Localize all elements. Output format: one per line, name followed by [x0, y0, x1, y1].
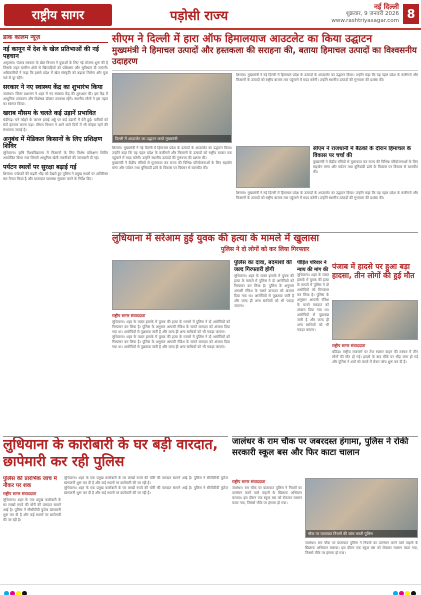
ludhiana-body-2: लुधियाना। शहर के व्यस्त इलाके में युवक की हत्या के मामले में पुलिस ने दो आरोपियों को गिरफ्तार कर लिया है। पुलिस के अनुसार आपसी रंजिश के चलते वारदात को अंजाम दिया गया था। आरोपियों से पूछताछ जारी है और जल्द ही अन्य साथियों को भी पकड़ा जाएगा।	[112, 335, 230, 349]
briefs-kicker: डाक कालम न्यूज़	[3, 33, 108, 43]
dateline	[309, 4, 399, 25]
bottom-right-text-2	[305, 541, 418, 582]
lead-subhead: मुख्यमंत्री ने हिमाचल उत्पादों और हस्तकला की सराहना की, बताया हिमाचल उत्पादों का विश्वसनीय उदाहरण	[112, 46, 417, 67]
punjab-byline: राष्ट्रीय सागर संवाददाता	[332, 343, 366, 348]
bottom-right-body: जालंधर। राम चौक पर यातायात पुलिस ने नियमों का उल्लंघन करने वाले वाहनों के खिलाफ अभियान चलाया। इस दौरान एक स्कूल बस को रोककर चालान काटा गया, जिससे मौके पर हंगामा हो गया।	[232, 486, 302, 505]
dateline-date: शुक्रवार, 9 जनवरी 2026	[345, 11, 399, 17]
bottom-left-columns	[64, 476, 228, 582]
bottom-left-story-header	[3, 436, 228, 474]
brief-title: नई कानून में देश के खेल प्रतिभाओं की नई पहचान	[3, 46, 99, 60]
lead-body-text-3: मुख्यमंत्री ने केंद्रीय मंत्रियों से मुलाकात कर राज्य की विभिन्न परियोजनाओं के लिए सहयोग मांगा और पर्यटन तथा बुनियादी ढांचे के विकास पर विस्तार से बातचीत की।	[112, 161, 232, 170]
side-headline: सीएम ने राजधानी में बैठकों के दौरान हिमाचल के विकास पर चर्चा की	[313, 146, 411, 159]
page-number: 8	[403, 4, 419, 24]
punjab-headline: पंजाब में हादसे पर हुआ बड़ा हादसा, तीन लोगों की हुई मौत	[332, 262, 415, 280]
brief-title: खराब मौसम के चलते कई उड़ानें प्रभावित	[3, 110, 96, 117]
brief-body: लुधियाना। कृषि विश्वविद्यालय में किसानों के लिए विशेष प्रशिक्षण शिविर आयोजित किया गया जिसमें आधुनिक खेती तकनीकों की जानकारी दी गई।	[3, 151, 108, 160]
left-news-column	[3, 33, 108, 433]
brief-body: अमृतसर। पंजाब सरकार के खेल विभाग ने युवाओं के लिए नई योजना शुरू की है जिसके तहत ग्रामीण क्षेत्रों से खिलाड़ियों को प्रशिक्षण और सुविधाएं दी जाएंगी। अधिकारियों ने कहा कि इससे प्रदेश में खेल संस्कृति को बढ़ावा मिलेगा और युवा नशे से दूर रहेंगे।	[3, 61, 108, 80]
ludhiana-subhead: पुलिस ने दो लोगों को कर लिया गिरफ्तार	[220, 246, 310, 253]
side-body: मुख्यमंत्री ने केंद्रीय मंत्रियों से मुलाकात कर राज्य की विभिन्न परियोजनाओं के लिए सहयोग मांगा और पर्यटन तथा बुनियादी ढांचे के विकास पर विस्तार से बातचीत की।	[313, 160, 418, 174]
lead-body-continued	[112, 146, 232, 230]
ludhiana-story-header	[112, 232, 418, 258]
lead-photo	[112, 73, 232, 143]
brief-item	[3, 136, 108, 161]
website-url: www.rashtriyasagar.com	[331, 18, 399, 24]
ludhiana-body: लुधियाना। शहर के व्यस्त इलाके में युवक की हत्या के मामले में पुलिस ने दो आरोपियों को गिरफ्तार कर लिया है। पुलिस के अनुसार आपसी रंजिश के चलते वारदात को अंजाम दिया गया था। आरोपियों से पूछताछ जारी है और जल्द ही अन्य साथियों को भी पकड़ा जाएगा।	[112, 320, 230, 334]
brief-body: शिमला। पर्यटकों की बढ़ती भीड़ को देखते हुए पुलिस ने प्रमुख स्थलों पर अतिरिक्त बल तैनात किया है और यातायात व्यवस्था सुचारू करने के निर्देश दिए।	[3, 172, 108, 181]
brief-item	[3, 164, 108, 182]
bottom-left-sidebar	[3, 476, 61, 582]
ludhiana-headline: लुधियाना में सरेआम हुई युवक की हत्या के मामले में खुलासा	[112, 233, 320, 244]
ludhiana-box-head: पुलिस का दावा, बदमाशों की जल्द गिरफ्तारी होगी	[234, 260, 292, 273]
page-footer	[0, 584, 421, 595]
bottom-right-text	[232, 478, 302, 582]
lead-story-header	[112, 33, 418, 71]
bottom-left-headline: लुधियाना के कारोबारी के घर बड़ी वारदात, छापेमारी कर रही पुलिस	[3, 437, 218, 470]
bottom-left-body-2: लुधियाना। शहर के एक प्रमुख कारोबारी के घर लाखों रुपये की चोरी की वारदात सामने आई है। पुलिस ने सीसीटीवी फुटेज खंगालनी शुरू कर दी है और कई स्थानों पर छापेमारी की जा रही है।	[64, 476, 228, 485]
brief-body: जालंधर। जिला प्रशासन ने शहर में नए स्वास्थ्य केंद्र की शुरुआत की। इस केंद्र में आधुनिक उपकरण और विशेषज्ञ डॉक्टर उपलब्ध रहेंगे। स्थानीय लोगों ने इस पहल का स्वागत किया।	[3, 92, 108, 106]
masthead	[0, 0, 421, 30]
ludhiana-col2-body: लुधियाना। शहर के व्यस्त इलाके में युवक की हत्या के मामले में पुलिस ने दो आरोपियों को गिरफ्तार कर लिया है। पुलिस के अनुसार आपसी रंजिश के चलते वारदात को अंजाम दिया गया था। आरोपियों से पूछताछ जारी है और जल्द ही अन्य साथियों को भी पकड़ा जाएगा।	[234, 274, 294, 308]
bottom-right-photo-caption: चौक पर यातायात नियमों की जांच करती पुलिस	[306, 530, 417, 537]
registration-dots-left	[4, 581, 28, 595]
brief-title: अनुबंध में मेडिकल किसानों के लिए प्रशिक्षण शिविर	[3, 136, 103, 150]
registration-dots-right	[393, 581, 417, 595]
ludhiana-column-2	[234, 260, 294, 412]
brief-item	[3, 46, 108, 81]
lead-photo-caption: दिल्ली में आउटलेट का उद्घाटन करते मुख्यमंत्री	[113, 135, 231, 142]
bottom-left-byline: राष्ट्रीय सागर संवाददाता	[3, 491, 37, 496]
lead-body-continued-right	[236, 191, 418, 230]
ludhiana-box-head-2: पीड़ित परिवार ने न्याय की मांग की	[297, 260, 329, 273]
lead-body-text: शिमला। मुख्यमंत्री ने नई दिल्ली में हिमाचल प्रदेश के उत्पादों के आउटलेट का उद्घाटन किया। उन्होंने कहा कि यह पहल प्रदेश के कारीगरों और किसानों के उत्पादों को राष्ट्रीय बाजार तक पहुंचाने में मदद करेगी। उन्होंने स्थानीय उत्पादों की गुणवत्ता की प्रशंसा की।	[236, 73, 418, 82]
brief-title: पर्यटन स्थलों पर सुरक्षा बढ़ाई गई	[3, 164, 77, 171]
ludhiana-byline: राष्ट्रीय सागर संवाददाता	[112, 313, 146, 318]
lead-story-body	[236, 73, 418, 143]
bottom-right-photo	[305, 478, 418, 538]
bottom-left-kicker: पुलिस की प्रारंभिक जांच में नौकर पर शक	[3, 476, 57, 489]
ludhiana-column-3	[297, 260, 329, 412]
ludhiana-col3-body: लुधियाना। शहर के व्यस्त इलाके में युवक की हत्या के मामले में पुलिस ने दो आरोपियों को गिरफ्तार कर लिया है। पुलिस के अनुसार आपसी रंजिश के चलते वारदात को अंजाम दिया गया था। आरोपियों से पूछताछ जारी है और जल्द ही अन्य साथियों को भी पकड़ा जाएगा।	[297, 273, 329, 332]
ludhiana-story-body	[112, 312, 230, 412]
bottom-right-body-2: जालंधर। राम चौक पर यातायात पुलिस ने नियमों का उल्लंघन करने वाले वाहनों के खिलाफ अभियान चलाया। इस दौरान एक स्कूल बस को रोककर चालान काटा गया, जिससे मौके पर हंगामा हो गया।	[305, 541, 418, 555]
bottom-right-headline: जालंधर के राम चौक पर जबरदस्त हंगामा, पुलिस ने रोकी सरकारी स्कूल बस और फिर काटा चालान	[232, 437, 409, 458]
punjab-photo	[332, 300, 418, 340]
dateline-city: नई दिल्ली	[373, 3, 399, 11]
bottom-left-body-3: लुधियाना। शहर के एक प्रमुख कारोबारी के घर लाखों रुपये की चोरी की वारदात सामने आई है। पुलिस ने सीसीटीवी फुटेज खंगालनी शुरू कर दी है और कई स्थानों पर छापेमारी की जा रही है।	[64, 486, 228, 495]
bottom-left-body: लुधियाना। शहर के एक प्रमुख कारोबारी के घर लाखों रुपये की चोरी की वारदात सामने आई है। पुलिस ने सीसीटीवी फुटेज खंगालनी शुरू कर दी है और कई स्थानों पर छापेमारी की जा रही है।	[3, 498, 61, 522]
bottom-right-byline: राष्ट्रीय सागर संवाददाता	[232, 479, 266, 484]
newspaper-logo: राष्ट्रीय सागर	[4, 4, 112, 26]
lead-body-text-2: शिमला। मुख्यमंत्री ने नई दिल्ली में हिमाचल प्रदेश के उत्पादों के आउटलेट का उद्घाटन किया। उन्होंने कहा कि यह पहल प्रदेश के कारीगरों और किसानों के उत्पादों को राष्ट्रीय बाजार तक पहुंचाने में मदद करेगी। उन्होंने स्थानीय उत्पादों की गुणवत्ता की प्रशंसा की।	[112, 146, 232, 160]
lead-body-text-4: शिमला। मुख्यमंत्री ने नई दिल्ली में हिमाचल प्रदेश के उत्पादों के आउटलेट का उद्घाटन किया। उन्होंने कहा कि यह पहल प्रदेश के कारीगरों और किसानों के उत्पादों को राष्ट्रीय बाजार तक पहुंचाने में मदद करेगी। उन्होंने स्थानीय उत्पादों की गुणवत्ता की प्रशंसा की।	[236, 191, 418, 200]
brief-body: चंडीगढ़। घने कोहरे के कारण हवाई अड्डे पर कई उड़ानों में देरी हुई। यात्रियों को घंटों इंतजार करना पड़ा। मौसम विभाग ने आने वाले दिनों में भी कोहरा रहने की संभावना जताई है।	[3, 118, 108, 132]
brief-item	[3, 110, 108, 133]
punjab-story-header	[332, 262, 418, 280]
punjab-story-body	[332, 342, 418, 412]
side-story	[313, 146, 418, 188]
lead-headline: सीएम ने दिल्ली में हारा ऑफ हिमालयाज आउटलेट का किया उद्घाटन	[112, 33, 373, 45]
bottom-right-story-header	[232, 436, 418, 476]
side-photo	[236, 146, 310, 188]
brief-title: सरकार ने नए स्वास्थ्य केंद्र का शुभारंभ किया	[3, 84, 103, 91]
section-title: पड़ोसी राज्य	[170, 9, 229, 24]
ludhiana-photo	[112, 260, 230, 310]
brief-item	[3, 84, 108, 107]
punjab-body: बठिंडा। राष्ट्रीय राजमार्ग पर तेज रफ्तार वाहन की टक्कर में तीन लोगों की मौत हो गई। हादसे के बाद मौके पर भीड़ जमा हो गई और पुलिस ने शवों को कब्जे में लेकर जांच शुरू कर दी है।	[332, 350, 418, 364]
